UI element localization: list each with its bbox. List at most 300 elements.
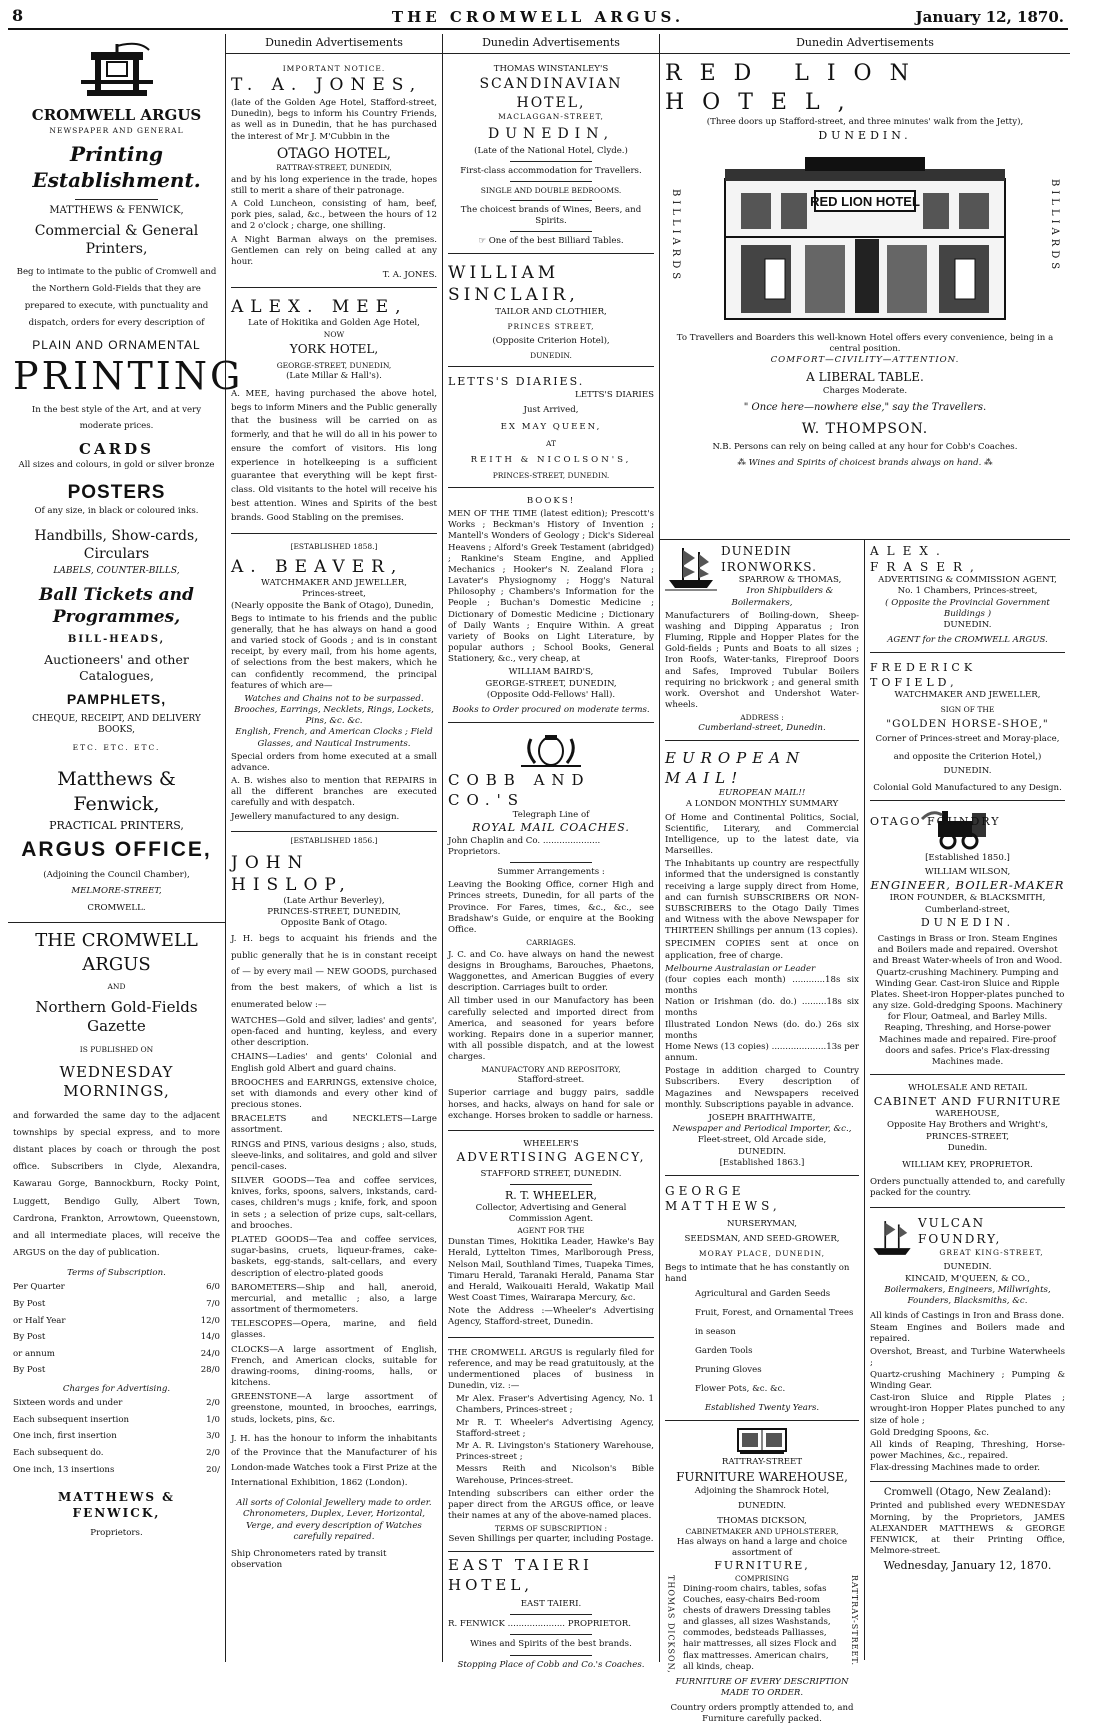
list-item: Overshot, Breast, and Turbine Waterwheels ; [870, 1346, 1065, 1368]
braithwaite-role: Newspaper and Periodical Importer, &c., [672, 1124, 852, 1135]
hislop-address: PRINCES-STREET, DUNEDIN, [267, 906, 401, 917]
imprint-head: Cromwell (Otago, New Zealand): [883, 1487, 1052, 1499]
column-header: Dunedin Advertisements [443, 34, 659, 54]
inhabitants: The Inhabitants up country are respectfully informed that the undersigned is constantly receiving a large supply direct from Home, and can furnish SUBSCRIBERS OR NON-SUBSCRIBERS to the Otago Daily Times and Witness with the above Newspaper for THIRTEEN Shillings per annum (13 copies). [665, 859, 859, 937]
beaver-text: Begs to intimate to his friends and the public generally, that he has always on hand a good and varied stock of Goods ; and is in constant receipt, by every mail, from his home agents, of selections from the best makers, which he can confidently recommend, the principal features of which are— [231, 613, 437, 691]
table-row [13, 1313, 220, 1330]
table-cell: By Post [13, 1365, 46, 1376]
printing-press-icon [77, 40, 157, 102]
york-hotel: YORK HOTEL, [289, 342, 379, 357]
stopping-place: Stopping Place of Cobb and Co.'s Coaches. [457, 1659, 645, 1670]
printing-big: PRINTING [13, 353, 244, 398]
charges-table [13, 1395, 220, 1478]
red-lion-ad [660, 34, 1070, 540]
furniture-list: Dining-room chairs, tables, sofas Couches, easy-chairs Bed-room chests of drawers Dressing tables and glasses, all sizes Washstands, commodes, bedsteads Palliasses, hair mattresses, all sizes Flock and flax mattresses. American chairs, all kinds, cheap. [683, 1583, 837, 1672]
shamrock: Adjoining the Shamrock Hotel, [694, 1485, 830, 1496]
red-lion-title: RED LION HOTEL, [665, 61, 927, 115]
issue-date: January 12, 1870. [915, 8, 1064, 26]
fraser-agent: AGENT for the CROMWELL ARGUS. [887, 635, 1048, 646]
list-item: Steam Engines and Boilers made and repaired. [870, 1323, 1065, 1345]
wheelers: WHEELER'S [523, 1138, 579, 1149]
list-item: Messrs Reith and Nicolson's Bible Warehouse, Princes-street. [456, 1464, 654, 1486]
page-number: 8 [12, 6, 24, 25]
column-3 [443, 34, 660, 1670]
list-item: All kinds of Reaping, Threshing, Horse-power Machines, &c., repaired. [870, 1439, 1065, 1462]
list-item: Home News (13 copies) ....................13s per annum. [665, 1041, 859, 1064]
list-item: Agricultural and Garden Seeds [695, 1289, 831, 1300]
cabinet-text: Has always on hand a large and choice assortment of [676, 1537, 848, 1559]
bedrooms: SINGLE AND DOUBLE BEDROOMS. [480, 186, 622, 196]
stafford-street: STAFFORD STREET, DUNEDIN. [480, 1168, 622, 1179]
red-lion-sub: (Three doors up Stafford-street, and three minutes' walk from the Jetty), [706, 117, 1024, 128]
charges-heading: Charges for Advertising. [62, 1384, 171, 1395]
cobb-text4: Superior carriage and buggy pairs, saddle horses, and hacks, always on hand for sale or exchange. Horses broken to saddle or harness. [448, 1088, 654, 1121]
ad-letts [448, 371, 654, 487]
cromwell-argus-paper: THE CROMWELL ARGUS [35, 930, 198, 975]
once-here: " Once here—nowhere else," say the Travellers. [743, 402, 987, 414]
millar-hall: (Late Millar & Hall's). [286, 370, 382, 381]
hislop-opposite: Opposite Bank of Otago. [280, 918, 388, 929]
intro-text: Beg to intimate to the public of Cromwell and the Northern Gold-Fields that they are prepared to execute, with punctuality and dispatch, orders for every description of [16, 266, 217, 329]
braithwaite: JOSEPH BRAITHWAITE, [708, 1112, 816, 1123]
ad-fraser [870, 540, 1065, 653]
ad-beaver [231, 538, 437, 831]
wines-spirits: Wines and Spirits of the best brands. [470, 1639, 632, 1650]
argus-title: CROMWELL ARGUS [31, 106, 202, 124]
established-1863: [Established 1863.] [719, 1157, 805, 1168]
ad-cobb [448, 727, 654, 1131]
iron-founder: IRON FOUNDER, & BLACKSMITH, [889, 893, 1046, 904]
wholesale-retail: WHOLESALE AND RETAIL [908, 1083, 1027, 1094]
established-twenty: Established Twenty Years. [704, 1402, 820, 1413]
nurseryman: NURSERYMAN, [727, 1219, 797, 1230]
summer: Summer Arrangements : [497, 866, 605, 877]
list-item: Mr A. R. Livingston's Stationery Warehouse, Princes-street ; [456, 1441, 654, 1463]
scandinavian-hotel: SCANDINAVIAN HOTEL, [479, 76, 623, 111]
sinclair-name: WILLIAM SINCLAIR, [448, 263, 579, 306]
beaver-item2: Brooches, Earrings, Necklets, Rings, Lockets, Pins, &c. &c. [234, 705, 434, 727]
fraser-dunedin: DUNEDIN. [943, 619, 992, 630]
beaver-text4: Jewellery manufactured to any design. [231, 811, 400, 822]
hislop-late: (Late Arthur Beverley), [283, 895, 385, 906]
table-row [13, 1462, 220, 1479]
hislop-text2: J. H. has the honour to inform the inhabitants of the Province that the Manufacturer of his London-made Watches took a First Prize at the International Exhibition, 1862 (London). [231, 1433, 437, 1488]
beaver-trade: WATCHMAKER AND JEWELLER, [261, 578, 407, 589]
table-cell: 1/0 [206, 1414, 220, 1425]
table-row [13, 1445, 220, 1462]
great-king-street: GREAT KING-STREET, [939, 1247, 1044, 1257]
choicest-brands: The choicest brands of Wines, Beers, and Spirits. [460, 204, 642, 227]
important-notice: IMPORTANT NOTICE. [282, 64, 386, 74]
table-cell: 6/0 [206, 1282, 220, 1293]
thomas-dickson: THOMAS DICKSON, [717, 1516, 807, 1527]
table-cell: 2/0 [206, 1448, 220, 1459]
beaver-opposite: (Nearly opposite the Bank of Otago), Dunedin, [231, 600, 434, 611]
table-cell: By Post [13, 1332, 46, 1343]
table-cell: 24/0 [200, 1348, 220, 1359]
table-cell: 14/0 [200, 1332, 220, 1343]
letts-diaries2: LETTS'S DIARIES [575, 389, 654, 400]
charges-moderate: Charges Moderate. [822, 386, 908, 397]
asterism-icon: ⁂ [737, 457, 749, 468]
adjoining: (Adjoining the Council Chamber), [43, 869, 190, 880]
shipbuilders: Iron Shipbuilders & Boilermakers, [731, 586, 834, 608]
orders-attended: Orders punctually attended to, and carefully packed for the country. [870, 1177, 1065, 1199]
rattray-street: RATTRAY-STREET, DUNEDIN, [276, 163, 392, 173]
dunedin-title: DUNEDIN, [487, 125, 615, 142]
masthead [8, 6, 1068, 30]
argus-office: ARGUS OFFICE, [21, 838, 212, 862]
table-row [13, 1428, 220, 1445]
nb-coaches: N.B. Persons can rely on being called at any hour for Cobb's Coaches. [712, 442, 1018, 453]
melbourne: Melbourne Australasian or Leader [665, 963, 816, 974]
cheque-books: CHEQUE, RECEIPT, AND DELIVERY BOOKS, [32, 713, 201, 736]
baird-address: GEORGE-STREET, DUNEDIN, [485, 678, 617, 689]
princes-street: PRINCES STREET, [507, 321, 595, 331]
agent-list: Dunstan Times, Hokitika Leader, Hawke's Bay Herald, Lyttelton Times, Marlborough Press, Nelson Mail, Southland Times, Tuapeka Times, Timaru Herald, Taranaki Herald, Panama Star and Herald, Waikouaiti Herald, Wakatip Mail West Coast Times, Wairarapa Mercury, &c. [448, 1237, 654, 1304]
imprint [870, 1486, 1065, 1573]
wines-choicest: Wines and Spirits of choicest brands always on hand. [748, 457, 982, 468]
books-text: MEN OF THE TIME (latest edition); Prescott's Works ; Beckman's History of Invention ; Mantell's Wonders of Geology ; Dick's Sidereal Heavens ; Alford's Greek Testament (abridged) ; Rankine's Steam Engine, and Applied Mechanics ; Hooker's N. Zealand Flora ; Lavater's Physiognomy ; Hogg's Natural Philosophy ; Chambers's Information for the People ; Buchan's Domestic Medicine ; Dictionary of Domestic Medicine ; Dictionary of Daily Wants ; Enquire Within. A great variety of Books on Light Literature, by popular authors ; School Books, General Stationery, &c., very cheap, at [448, 509, 654, 665]
travellers-text: To Travellers and Boarders this well-known Hotel offers every convenience, being in a central position. [676, 332, 1054, 355]
stafford: Stafford-street. [517, 1075, 585, 1086]
comfort-civility: COMFORT—CIVILITY—ATTENTION. [770, 355, 960, 366]
list-item: Mr R. T. Wheeler's Advertising Agency, Stafford-street ; [456, 1417, 654, 1439]
list-item: BRACELETS and NECKLETS—Large assortment. [231, 1114, 437, 1136]
plain-ornamental: PLAIN AND ORNAMENTAL [32, 338, 201, 353]
matthews-list [665, 1285, 859, 1398]
list-item: Flax-dressing Machines made to order. [870, 1463, 1040, 1474]
beaver-item1: Watches and Chains not to be surpassed. [244, 693, 424, 704]
wilson-dunedin: DUNEDIN. [920, 915, 1015, 929]
reith-nicolson: REITH & NICOLSON'S, [470, 454, 632, 465]
billiard-text: One of the best Billiard Tables. [488, 236, 624, 247]
list-item: CLOCKS—A large assortment of English, French, and American clocks, suitable for drawing-rooms, dining-rooms, halls, or kitchens. [231, 1344, 437, 1389]
list-item: RINGS and PINS, various designs ; also, studs, sleeve-links, and solitaires, and gold and silver pencil-cases. [231, 1139, 437, 1172]
list-item: BROOCHES and EARRINGS, extensive choice, set with diamonds and every other kind of precious stones. [231, 1077, 437, 1111]
ad-cabinet [870, 1079, 1065, 1208]
table-row [13, 1362, 220, 1379]
telegraph-line: Telegraph Line of [512, 810, 590, 821]
table-cell: or Half Year [13, 1315, 66, 1326]
furniture-order: FURNITURE OF EVERY DESCRIPTION MADE TO ORDER. [675, 1676, 849, 1699]
cards-desc: All sizes and colours, in gold or silver bronze [18, 459, 215, 470]
ad-sinclair [448, 258, 654, 367]
rt-wheeler: R. T. WHEELER, [504, 1188, 598, 1202]
hay-brothers: Opposite Hay Brothers and Wright's, [887, 1120, 1048, 1131]
pointing-hand-icon: ☞ [478, 236, 489, 247]
hislop-last: Ship Chronometers rated by transit observation [231, 1548, 387, 1571]
hislop-item2: Chronometers, Duplex, Lever, Horizontal, Verge, and every description of Watches carefully repaired. [242, 1509, 426, 1542]
billiard-line [448, 236, 654, 247]
frederick-tofield: FREDERICK TOFIELD, [870, 661, 977, 689]
table-cell: or annum [13, 1348, 55, 1359]
published-on: IS PUBLISHED ON [79, 1044, 154, 1054]
cards-heading: CARDS [79, 440, 154, 459]
ad-jones [231, 60, 437, 288]
table-cell: One inch, first insertion [13, 1431, 117, 1442]
tofield-role: WATCHMAKER AND JEWELLER, [894, 689, 1041, 700]
ad-argus-filed [448, 1342, 654, 1553]
ironworks-title: DUNEDIN IRONWORKS. [721, 544, 817, 574]
cobb-co: COBB AND CO.'S [448, 771, 591, 809]
george-matthews: GEORGE MATTHEWS, [665, 1183, 781, 1214]
column-1 [8, 34, 244, 1662]
sign-of: SIGN OF THE [940, 704, 995, 714]
terms-heading: Terms of Subscription. [67, 1268, 166, 1279]
george-street: GEORGE-STREET, DUNEDIN, [276, 360, 392, 370]
list-item: (four copies each month) ............18s six months [665, 974, 859, 997]
tofield-dunedin: DUNEDIN. [943, 765, 992, 776]
established-1858: [ESTABLISHED 1858.] [290, 542, 378, 552]
jones-name: T. A. JONES, [231, 75, 423, 96]
printing-establishment: Printing Establishment. [32, 142, 201, 193]
furniture-warehouse: FURNITURE WAREHOUSE, [676, 1470, 848, 1485]
comprising: COMPRISING [735, 1573, 789, 1583]
london-text: Of Home and Continental Politics, Social, Scientific, Literary, and Commercial Intelligence, up to the latest date, via Marseilles. [665, 812, 859, 857]
national-hotel: (Late of the National Hotel, Clyde.) [474, 145, 628, 156]
cabinetmaker: CABINETMAKER AND UPHOLSTERER, [685, 1527, 839, 1537]
list-item: Flower Pots, &c. &c. [695, 1384, 786, 1394]
etc: ETC. ETC. ETC. [72, 743, 161, 753]
table-cell: Sixteen words and under [13, 1398, 123, 1409]
ad-mee [231, 292, 437, 534]
terms-text: Seven Shillings per quarter, including Postage. [448, 1533, 654, 1544]
address-label: ADDRESS : [740, 713, 784, 723]
table-cell: One inch, 13 insertions [13, 1464, 115, 1475]
vulcan-dunedin: DUNEDIN. [943, 1262, 992, 1273]
hislop-list [231, 1016, 437, 1426]
table-cell: Each subsequent insertion [13, 1414, 130, 1425]
postage: Postage in addition charged to Country Subscribers. Every description of Magazines and Newspapers received monthly. Subscriptions payable in advance. [665, 1066, 859, 1110]
cumberland: Cumberland-street, Dunedin. [698, 723, 826, 733]
fraser-chambers: No. 1 Chambers, Princes-street, [897, 586, 1038, 597]
royal-mail: ROYAL MAIL COACHES. [472, 821, 630, 835]
european-mail: EUROPEAN MAIL! [665, 749, 806, 787]
ad-tofield [870, 657, 1065, 801]
ad-ironworks [665, 540, 859, 741]
table-row [13, 1329, 220, 1346]
cabinet-princes: PRINCES-STREET, [926, 1131, 1009, 1142]
tailor-clothier: TAILOR AND CLOTHIER, [495, 306, 607, 317]
winstanley: THOMAS WINSTANLEY'S [493, 64, 609, 75]
vulcan-list [870, 1311, 1065, 1474]
melbourne-list [665, 975, 859, 1064]
foundry-header [870, 809, 1065, 853]
mee-late: Late of Hokitika and Golden Age Hotel, [248, 318, 420, 329]
wines-line [665, 458, 1065, 469]
hotel-building-icon [705, 149, 1025, 325]
mee-text: A. MEE, having purchased the above hotel, begs to inform Miners and the Public generally that the business will be carried on as formerly, and that he will do all in his power to ensure the comfort of visitors. His long experience in hotelkeeping is a sufficient guarantee that everything will be kept first-class. Old visitants to the hotel will receive his best attention. Wines and Spirits of the best brands. Good Stabling on the premises. [231, 388, 437, 523]
cobb-text2: J. C. and Co. have always on hand the newest designs in Broughams, Barouches, Phaetons, Waggonettes, and American Buggies of every description. Carriages built to order. [448, 949, 654, 994]
maclaggan-street: MACLAGGAN-STREET, [498, 111, 604, 121]
engineer: ENGINEER, BOILER-MAKER [870, 878, 1065, 893]
ironworks-text: Manufacturers of Boiling-down, Sheep-washing and Dipping Apparatus ; Iron Fluming, Ripple and Hopper Plates for the Gold-fields ; Punts and Boats to all sizes ; Iron Roofs, Water-tanks, Fireproof Doors and Safes, Improved Tubular Boilers requiring no brickwork ; and general smith work. Overshot and Undershot Water-wheels. [665, 610, 859, 711]
hislop-text: J. H. begs to acquaint his friends and the public generally that he is in constant receipt of — by every mail — NEW GOODS, purchased from the best makers, of which a list is enumerated below :— [231, 934, 437, 1010]
london-summary: A LONDON MONTHLY SUMMARY [685, 799, 839, 810]
seedsman: SEEDSMAN, AND SEED-GROWER, [684, 1234, 840, 1245]
beaver-text3: A. B. wishes also to mention that REPAIRS in all the different branches are executed carefully and with despatch. [231, 776, 437, 809]
red-lion-dunedin: DUNEDIN. [818, 128, 912, 142]
table-row [13, 1346, 220, 1363]
list-item: SILVER GOODS—Tea and coffee services, knives, forks, spoons, salvers, inkstands, card-cases, children's mugs ; knife, fork, and spoon in sets ; a selection of prize cups, salt-cellars, and brooches. [231, 1176, 437, 1231]
pamphlets: PAMPHLETS, [66, 690, 167, 707]
ad-wheeler [448, 1135, 654, 1338]
cobb-text3: All timber used in our Manufactory has been carefully selected and imported direct from America, and seasoned for years before working. Repairs done in a superior manner, with all possible dispatch, and at the lowest charges. [448, 996, 654, 1063]
liberal-table: A LIBERAL TABLE. [806, 370, 924, 385]
cobb-text: Leaving the Booking Office, corner High and Princes streets, Dunedin, for all parts of the Province. For Fares, times, &c., &c., see Bradshaw's Guide, or enquire at the Booking Office. [448, 880, 654, 935]
manufactory: MANUFACTORY AND REPOSITORY, [481, 1065, 621, 1075]
list-item: Pruning Gloves [695, 1365, 762, 1376]
list-item: BAROMETERS—Ship and hall, aneroid, mercurial, and metallic ; also, a large assortment of thermometers. [231, 1282, 437, 1316]
list-item: Quartz-crushing Machinery ; Pumping & Winding Gear. [870, 1369, 1065, 1392]
sailing-ship-icon [665, 544, 717, 592]
posters-heading: POSTERS [67, 481, 166, 503]
east-taieri: EAST TAIERI. [520, 1599, 582, 1610]
posters-desc: Of any size, in black or coloured inks. [34, 505, 199, 516]
fraser-opposite: ( Opposite the Provincial Government Buildings ) [885, 597, 1050, 619]
column-header: Dunedin Advertisements [660, 34, 1070, 54]
beaver-item3: English, French, and American Clocks ; Field Glasses, and Nautical Instruments. [235, 727, 433, 749]
braithwaite-dunedin: DUNEDIN. [738, 1146, 786, 1157]
column-2 [226, 34, 443, 1662]
first-class: First-class accommodation for Travellers. [460, 165, 642, 176]
list-item: Mr Alex. Fraser's Advertising Agency, No. 1 Chambers, Princes-street ; [456, 1394, 654, 1416]
asterism-icon: ⁂ [981, 457, 993, 468]
golden-horseshoe: "GOLDEN HORSE-SHOE," [886, 717, 1049, 730]
handbills: Handbills, Show-cards, Circulars [34, 527, 199, 562]
established-1856: [ESTABLISHED 1856.] [290, 835, 378, 845]
svg-text:RED LION HOTEL: RED LION HOTEL [810, 193, 920, 209]
ad-hislop [231, 836, 437, 1571]
dickson-vertical: THOMAS DICKSON, [666, 1575, 676, 1674]
furniture-cabinet-icon [732, 1425, 792, 1455]
otago-hotel: OTAGO HOTEL, [276, 145, 392, 162]
list-item: GREENSTONE—A large assortment of greenstone, mounted, in brooches, earrings, studs, lockets, pins, &c. [231, 1392, 437, 1425]
east-taieri-hotel: EAST TAIERI HOTEL, [448, 1556, 593, 1594]
dunedin-sinclair: DUNEDIN. [530, 350, 572, 360]
books-order: Books to Order procured on moderate terms. [452, 705, 650, 715]
matthews-text: Begs to intimate that he has constantly on hand [665, 1263, 850, 1285]
ad-european-mail [665, 745, 859, 1176]
column-4 [660, 540, 865, 1725]
rattray-vertical: RATTRAY-STREET. [850, 1575, 859, 1667]
boilermakers: Boilermakers, Engineers, Millwrights, Founders, Blacksmiths, &c. [884, 1284, 1051, 1306]
braithwaite-address: Fleet-street, Old Arcade side, [697, 1135, 827, 1146]
w-thompson: W. THOMPSON. [801, 421, 929, 438]
wilson-text: Castings in Brass or Iron. Steam Engines and Boilers made and repaired. Overshot and Breast Water-wheels of Iron and Wood. Quartz-crushing Machinery. Pumping and Winding Gear. Cast-iron Sluice and Ripple Plates. Sheet-iron Hopper-plates punched to any size. Gold-dredging Spoons. Machinery for Flour, Oatmeal, and Barley Mills. Reaping, Threshing, and Horse-power Machines made and repaired. Fire-proof doors and safes. Price's Flax-dressing Machines made. [870, 934, 1065, 1067]
cromwell: CROMWELL. [87, 903, 146, 914]
at-text: AT [545, 439, 556, 449]
table-row [13, 1279, 220, 1296]
list-item: Cast-iron Sluice and Ripple Plates ; wrought-iron Hopper Plates punched to any size of hole ; [870, 1393, 1065, 1426]
mee-name: ALEX. MEE, [231, 297, 408, 318]
jones-text2: and by his long experience in the trade, hopes still to merit a share of their patronage. [231, 174, 437, 196]
list-item: Illustrated London News (do. do.) 26s six months [665, 1019, 859, 1041]
dunedin-furniture: DUNEDIN. [738, 1501, 786, 1512]
cabinet-warehouse: WAREHOUSE, [935, 1109, 1000, 1120]
table-cell: Per Quarter [13, 1282, 65, 1293]
newspaper-title: THE CROMWELL ARGUS. [391, 8, 685, 26]
letts-diaries: LETTS'S DIARIES. [448, 375, 585, 389]
billheads: BILL-HEADS, [67, 634, 166, 645]
intending: Intending subscribers can either order the paper direct from the ARGUS office, or leave their names at any of the above-named places. [448, 1488, 654, 1522]
table-row [13, 1412, 220, 1429]
note-address: Note the Address :—Wheeler's Advertising Agency, Stafford-street, Dunedin. [448, 1306, 654, 1328]
subscription-table [13, 1279, 220, 1379]
ad-george-matthews [665, 1180, 859, 1421]
argus-subtitle: NEWSPAPER AND GENERAL [49, 125, 184, 135]
list-item: Fruit, Forest, and Ornamental Trees in season [695, 1308, 854, 1338]
table-cell: 3/0 [206, 1431, 220, 1442]
melmore-street: MELMORE-STREET, [71, 885, 162, 896]
rattray-street-f: RATTRAY-STREET [721, 1457, 803, 1468]
kincaid: KINCAID, M'QUEEN, & CO., [905, 1273, 1030, 1284]
royal-coat-of-arms-icon [511, 733, 591, 769]
may-queen: EX MAY QUEEN, [500, 422, 602, 433]
established-1850: [Established 1850.] [925, 853, 1010, 864]
cabinet-dunedin: Dunedin. [947, 1142, 988, 1153]
firm-name: MATTHEWS & FENWICK, [49, 205, 184, 217]
oddfellows: (Opposite Odd-Fellows' Hall). [486, 689, 616, 700]
princes-dunedin: PRINCES-STREET, DUNEDIN. [492, 471, 610, 481]
wednesday-mornings: WEDNESDAY MORNINGS, [59, 1062, 174, 1101]
fenwick: R. FENWICK ..................... PROPRIETOR. [448, 1619, 631, 1630]
list-item: PLATED GOODS—Tea and coffee services, sugar-basins, cruets, liqueur-frames, cake-baskets, egg-stands, salt-cellars, and every description of electro-plated goods [231, 1234, 437, 1279]
colonial-gold: Colonial Gold Manufactured to any Design. [873, 782, 1062, 793]
imprint-date: Wednesday, January 12, 1870. [883, 1559, 1052, 1573]
vulcan-foundry: VULCAN FOUNDRY, [918, 1216, 1002, 1246]
cabinet-furniture: CABINET AND FURNITURE [873, 1094, 1062, 1109]
hislop-name: JOHN HISLOP, [231, 852, 352, 895]
baird: WILLIAM BAIRD'S, [508, 667, 594, 678]
table-cell: 28/0 [200, 1365, 220, 1376]
matthews-fenwick: Matthews & Fenwick, [57, 767, 176, 815]
fraser-role: ADVERTISING & COMMISSION AGENT, [878, 575, 1057, 586]
chaplin: John Chaplin and Co. ..................... Proprietors. [448, 835, 601, 857]
beaver-name: A. BEAVER, [231, 557, 404, 578]
art-style: In the best style of the Art, and at very moderate prices. [31, 404, 202, 431]
otago-foundry: OTAGO FOUNDRY [870, 815, 1001, 829]
sparrow-thomas: SPARROW & THOMAS, [738, 575, 842, 586]
ad-east-taieri [448, 1556, 654, 1671]
ad-otago-foundry [870, 805, 1065, 1075]
footer-firm: MATTHEWS & FENWICK, [57, 1490, 175, 1520]
proprietors: Proprietors. [90, 1527, 143, 1538]
wheeler-role: Collector, Advertising and General Commission Agent. [475, 1203, 627, 1225]
column-header: Dunedin Advertisements [226, 34, 442, 54]
wilson-cumberland: Cumberland-street, [924, 904, 1011, 915]
list-item: Garden Tools [695, 1346, 753, 1357]
table-row [13, 1296, 220, 1313]
william-key: WILLIAM KEY, PROPRIETOR. [902, 1159, 1033, 1170]
european-mail2: EUROPEAN MAIL!! [718, 788, 806, 799]
william-wilson: WILLIAM WILSON, [924, 867, 1011, 878]
jones-text3: A Cold Luncheon, consisting of ham, beef, pork pies, salad, &c., between the hours of 12 and 2 o'clock ; charge, one shilling. [231, 199, 437, 232]
gazette-title: Northern Gold-Fields Gazette [35, 997, 198, 1036]
imprint-text: Printed and published every WEDNESDAY Morning, by the Proprietors, JAMES ALEXANDER MATTHEWS & GEORGE FENWICK, at their Printing Office, Melmore-street. [870, 1501, 1065, 1557]
and-text: AND [107, 982, 126, 992]
criterion: (Opposite Criterion Hotel), [492, 335, 610, 346]
ad-scandinavian [448, 60, 654, 254]
billiards-right: BILLIARDS [1049, 178, 1060, 274]
terms-subscription: TERMS OF SUBSCRIPTION : [494, 1524, 608, 1534]
moray-place: MORAY PLACE, DUNEDIN, [698, 1249, 826, 1259]
just-arrived: Just Arrived, [523, 404, 579, 415]
labels: LABELS, COUNTER-BILLS, [53, 566, 180, 577]
table-cell: 7/0 [206, 1299, 220, 1310]
forwarded-text: and forwarded the same day to the adjacent townships by special express, and to more distant places by coach or through the post office. Subscribers in Clyde, Alexandra, Kawarau Gorge, Bannockburn, Rocky Point, Luggett, Bendigo Gully, Albert Town, Cardrona, Frankton, Arrowtown, Queenstown, and all intermediate places, will receive the ARGUS on the day of publication. [13, 1110, 220, 1259]
